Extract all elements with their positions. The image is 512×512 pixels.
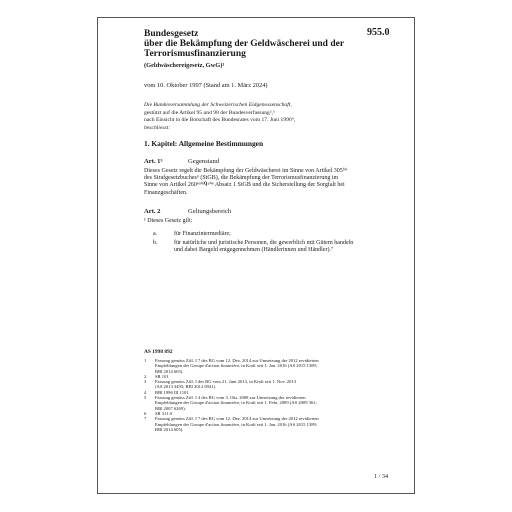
title-line: über die Bekämpfung der Geldwäscherei und der [144, 39, 345, 49]
article-number: Art. 2 [144, 208, 161, 215]
text-line: und dabei Bargeld entgegennehmen (Händlerinnen und Händler).⁷ [174, 247, 334, 254]
document-subtitle: (Geldwäschereigesetz, GwG)¹ [144, 62, 225, 69]
text-line: Empfehlungen der Groupe d'action financière, in Kraft seit 1. Febr. 2009 (AS 2009 361; [155, 400, 317, 406]
footnote-number: 4 [144, 389, 147, 395]
title-line: Bundesgesetz [144, 29, 199, 39]
footnote-number: 7 [144, 416, 147, 422]
text-line: Finanzgeschäften. [144, 189, 188, 196]
preamble-line: nach Einsicht in die Botschaft des Bundesrates vom 17. Juni 1996⁴, [144, 117, 296, 123]
title-line: Terrorismusfinanzierung [144, 49, 246, 59]
text-line: BBl 2014 605). [155, 426, 184, 432]
footnote [144, 358, 406, 374]
footnote [144, 416, 406, 432]
text-line: Empfehlungen der Groupe d'action financière, in Kraft seit 1. Jan. 2016 (AS 2015 1389; [155, 363, 318, 369]
list-marker: b. [153, 240, 158, 247]
list-item [144, 231, 406, 238]
article-number: Art. 1⁵ [144, 158, 163, 165]
list-item-text [174, 240, 406, 254]
sr-number: 955.0 [367, 27, 390, 38]
text-line: des Strafgesetzbuches⁶ (StGB), die Bekämpfung der Terrorismusfinanzierung im [144, 175, 339, 182]
footnote-number: 3 [144, 379, 147, 385]
page-number: 1 / 34 [374, 473, 389, 480]
article-text [144, 168, 406, 197]
footnote-number: 1 [144, 358, 147, 363]
text-line: Fassung gemäss Ziff. I 7 des BG vom 12. Dez. 2014 zur Umsetzung der 2012 revidierten [155, 416, 319, 422]
text-line: BBl 2014 605). [155, 368, 184, 374]
as-reference: AS 1998 892 [144, 349, 173, 355]
footnote-number: 5 [144, 395, 147, 401]
footnote-number: 6 [144, 410, 147, 416]
preamble [144, 102, 295, 132]
list-item-text [174, 231, 406, 238]
text-line: BBl 2007 6269). [155, 405, 186, 411]
list-item [144, 240, 406, 254]
article-title: Geltungsbereich [188, 208, 232, 215]
article-list [144, 231, 406, 257]
footnote-number: 2 [144, 373, 147, 379]
text-line: Fassung gemäss Ziff. I des BG vom 21. Juni 2013, in Kraft seit 1. Nov. 2013 [155, 379, 296, 385]
chapter-heading: 1. Kapitel: Allgemeine Bestimmungen [144, 139, 264, 148]
list-marker: a. [153, 231, 158, 237]
footnote-text [155, 416, 319, 432]
footnote [144, 395, 406, 411]
document-title [144, 29, 364, 59]
footnote-text [155, 379, 296, 390]
text-line: ¹ Dieses Gesetz gilt: [144, 218, 193, 224]
text-line: für natürliche und juristische Personen, die gewerblich mit Gütern handeln [174, 240, 354, 247]
text-line: (AS 2013 3493; BBl 2012 6941). [155, 384, 217, 390]
article-heading [144, 208, 231, 215]
preamble-line: beschliesst: [144, 124, 171, 131]
text-line: Fassung gemäss Ziff. I 7 des BG vom 12. Dez. 2014 zur Umsetzung der 2012 revidierten [155, 358, 319, 363]
text-line: BBl 1996 III 1101 [155, 389, 189, 395]
document-page [97, 17, 415, 494]
preamble-line: Die Bundesversammlung der Schweizerischen Eidgenossenschaft, [144, 102, 292, 108]
preamble-line: gestützt auf die Artikel 95 und 98 der Bundesverfassung²,³ [144, 109, 275, 116]
text-line: für Finanzintermediäre; [174, 231, 231, 237]
text-line: Dieses Gesetz regelt die Bekämpfung der Geldwäscherei im Sinne von Artikel 305ᵇⁱˢ [144, 168, 348, 174]
footnote [144, 379, 406, 390]
text-line: Sinne von Artikel 260ᵠᵘⁱⁿᑫᵘⁱᵉˢ Absatz 1 StGB und die Sicherstellung der Sorgfalt bei [144, 182, 345, 189]
date-line: vom 10. Oktober 1997 (Stand am 1. März 2024) [144, 82, 268, 89]
footnote-text [155, 358, 319, 374]
text-line: Empfehlungen der Groupe d'action financière, in Kraft seit 1. Jan. 2016 (AS 2015 1389; [155, 421, 318, 427]
footnote-text [155, 395, 317, 411]
article-title: Gegenstand [188, 158, 220, 165]
text-line: SR 101 [155, 373, 169, 379]
footnotes [144, 358, 406, 432]
text-line: SR 311.0 [155, 410, 172, 416]
article-heading [144, 158, 219, 165]
article-intro [144, 218, 406, 225]
text-line: Fassung gemäss Ziff. I 4 des BG vom 3. Okt. 2008 zur Umsetzung der revidierten [155, 395, 306, 401]
